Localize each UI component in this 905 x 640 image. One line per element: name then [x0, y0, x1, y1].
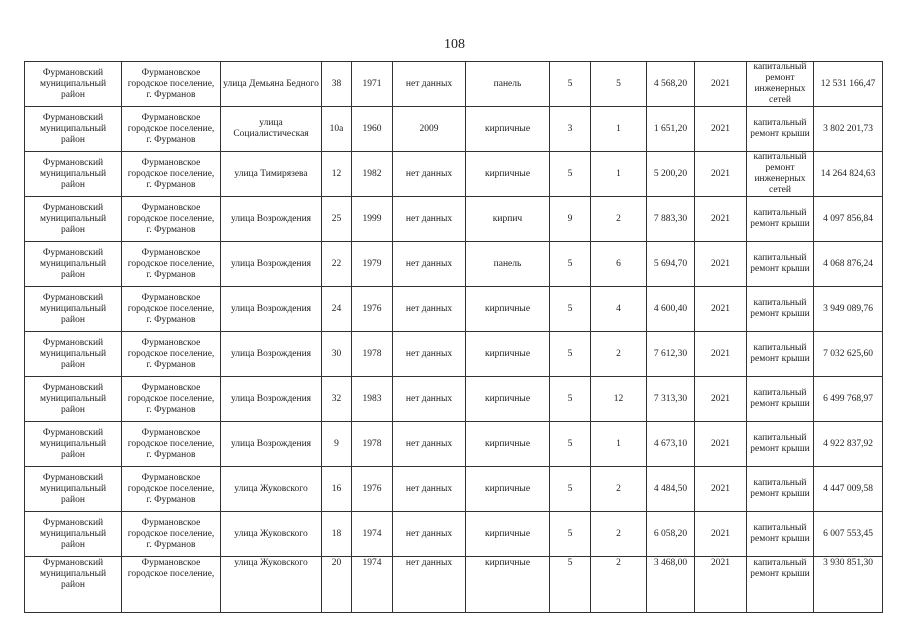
cell-house: 9	[322, 422, 352, 467]
cell-district: Фурмановский муниципальный район	[25, 62, 122, 107]
cell-area: 7 883,30	[647, 197, 695, 242]
cell-floors: 5	[550, 287, 591, 332]
cell-year-built: 1979	[352, 242, 393, 287]
cell-area: 5 694,70	[647, 242, 695, 287]
cell-entrances: 2	[591, 467, 647, 512]
cell-entrances: 2	[591, 197, 647, 242]
cell-entrances: 2	[591, 557, 647, 613]
cell-cost: 6 499 768,97	[814, 377, 883, 422]
cell-district: Фурмановский муниципальный район	[25, 197, 122, 242]
cell-cost: 3 930 851,30	[814, 557, 883, 613]
cell-year-built: 1982	[352, 152, 393, 197]
cell-plan-year: 2021	[695, 242, 747, 287]
cell-cost: 4 447 009,58	[814, 467, 883, 512]
cell-entrances: 1	[591, 107, 647, 152]
cell-material: кирпичные	[466, 287, 550, 332]
cell-plan-year: 2021	[695, 467, 747, 512]
cell-house: 24	[322, 287, 352, 332]
cell-street: улица Возрождения	[221, 287, 322, 332]
cell-house: 25	[322, 197, 352, 242]
cell-work: капитальный ремонт крыши	[747, 242, 814, 287]
cell-work: капитальный ремонт инженерных сетей	[747, 152, 814, 197]
cell-street: улица Социалистическая	[221, 107, 322, 152]
cell-cost: 3 949 089,76	[814, 287, 883, 332]
cell-year-renov: нет данных	[393, 197, 466, 242]
cell-plan-year: 2021	[695, 377, 747, 422]
cell-year-built: 1978	[352, 332, 393, 377]
cell-cost: 4 097 856,84	[814, 197, 883, 242]
cell-area: 7 313,30	[647, 377, 695, 422]
cell-settlement: Фурмановское городское поселение, г. Фурманов	[122, 512, 221, 557]
cell-material: кирпичные	[466, 557, 550, 613]
cell-work: капитальный ремонт крыши	[747, 422, 814, 467]
cell-street: улица Возрождения	[221, 242, 322, 287]
table-row	[25, 557, 883, 613]
cell-entrances: 6	[591, 242, 647, 287]
cell-area: 4 484,50	[647, 467, 695, 512]
cell-work: капитальный ремонт инженерных сетей	[747, 62, 814, 107]
cell-house: 38	[322, 62, 352, 107]
cell-settlement: Фурмановское городское поселение, г. Фурманов	[122, 152, 221, 197]
cell-area: 5 200,20	[647, 152, 695, 197]
cell-plan-year: 2021	[695, 557, 747, 613]
cell-year-built: 1971	[352, 62, 393, 107]
cell-year-renov: нет данных	[393, 287, 466, 332]
cell-street: улица Жуковского	[221, 467, 322, 512]
cell-year-built: 1960	[352, 107, 393, 152]
cell-plan-year: 2021	[695, 197, 747, 242]
cell-work: капитальный ремонт крыши	[747, 287, 814, 332]
cell-street: улица Жуковского	[221, 557, 322, 613]
cell-floors: 5	[550, 557, 591, 613]
cell-cost: 6 007 553,45	[814, 512, 883, 557]
table-row	[25, 197, 883, 242]
cell-work: капитальный ремонт крыши	[747, 467, 814, 512]
cell-year-renov: нет данных	[393, 512, 466, 557]
cell-material: кирпичные	[466, 377, 550, 422]
cell-cost: 7 032 625,60	[814, 332, 883, 377]
cell-year-renov: нет данных	[393, 422, 466, 467]
cell-work: капитальный ремонт крыши	[747, 557, 814, 613]
cell-settlement: Фурмановское городское поселение, г. Фурманов	[122, 332, 221, 377]
cell-plan-year: 2021	[695, 107, 747, 152]
cell-floors: 5	[550, 422, 591, 467]
cell-year-built: 1999	[352, 197, 393, 242]
cell-work: капитальный ремонт крыши	[747, 197, 814, 242]
cell-entrances: 4	[591, 287, 647, 332]
cell-house: 16	[322, 467, 352, 512]
cell-material: кирпичные	[466, 107, 550, 152]
cell-district: Фурмановский муниципальный район	[25, 467, 122, 512]
cell-year-built: 1974	[352, 512, 393, 557]
cell-area: 4 673,10	[647, 422, 695, 467]
cell-cost: 4 922 837,92	[814, 422, 883, 467]
cell-entrances: 12	[591, 377, 647, 422]
cell-work: капитальный ремонт крыши	[747, 332, 814, 377]
cell-material: кирпич	[466, 197, 550, 242]
cell-floors: 5	[550, 377, 591, 422]
cell-entrances: 2	[591, 512, 647, 557]
cell-material: кирпичные	[466, 422, 550, 467]
cell-district: Фурмановский муниципальный район	[25, 422, 122, 467]
cell-district: Фурмановский муниципальный район	[25, 152, 122, 197]
table-row	[25, 467, 883, 512]
table-row	[25, 287, 883, 332]
cell-cost: 14 264 824,63	[814, 152, 883, 197]
cell-settlement: Фурмановское городское поселение, г. Фурманов	[122, 197, 221, 242]
cell-floors: 9	[550, 197, 591, 242]
table-row	[25, 332, 883, 377]
cell-year-renov: нет данных	[393, 62, 466, 107]
cell-year-built: 1974	[352, 557, 393, 613]
cell-year-renov: нет данных	[393, 242, 466, 287]
table-row	[25, 107, 883, 152]
cell-year-built: 1983	[352, 377, 393, 422]
page-number: 108	[444, 37, 465, 52]
cell-area: 1 651,20	[647, 107, 695, 152]
cell-house: 18	[322, 512, 352, 557]
cell-settlement: Фурмановское городское поселение, г. Фурманов	[122, 422, 221, 467]
cell-floors: 5	[550, 467, 591, 512]
cell-house: 30	[322, 332, 352, 377]
cell-street: улица Жуковского	[221, 512, 322, 557]
cell-plan-year: 2021	[695, 332, 747, 377]
cell-house: 12	[322, 152, 352, 197]
cell-plan-year: 2021	[695, 512, 747, 557]
cell-plan-year: 2021	[695, 62, 747, 107]
cell-year-renov: нет данных	[393, 152, 466, 197]
cell-work: капитальный ремонт крыши	[747, 377, 814, 422]
cell-street: улица Возрождения	[221, 197, 322, 242]
cell-area: 3 468,00	[647, 557, 695, 613]
cell-year-built: 1978	[352, 422, 393, 467]
cell-settlement: Фурмановское городское поселение, г. Фурманов	[122, 377, 221, 422]
cell-material: панель	[466, 62, 550, 107]
cell-street: улица Тимирязева	[221, 152, 322, 197]
cell-area: 7 612,30	[647, 332, 695, 377]
cell-work: капитальный ремонт крыши	[747, 512, 814, 557]
cell-house: 22	[322, 242, 352, 287]
cell-floors: 5	[550, 332, 591, 377]
cell-plan-year: 2021	[695, 287, 747, 332]
cell-year-built: 1976	[352, 467, 393, 512]
cell-district: Фурмановский муниципальный район	[25, 287, 122, 332]
cell-settlement: Фурмановское городское поселение, г. Фурманов	[122, 467, 221, 512]
housing-repair-table	[24, 61, 883, 613]
cell-settlement: Фурмановское городское поселение, г. Фурманов	[122, 287, 221, 332]
table-row	[25, 152, 883, 197]
cell-settlement: Фурмановское городское поселение, г. Фурманов	[122, 62, 221, 107]
cell-house: 32	[322, 377, 352, 422]
cell-district: Фурмановский муниципальный район	[25, 242, 122, 287]
cell-street: улица Возрождения	[221, 332, 322, 377]
cell-floors: 3	[550, 107, 591, 152]
table-row	[25, 242, 883, 287]
cell-entrances: 2	[591, 332, 647, 377]
cell-cost: 12 531 166,47	[814, 62, 883, 107]
cell-material: кирпичные	[466, 467, 550, 512]
cell-floors: 5	[550, 512, 591, 557]
cell-area: 4 568,20	[647, 62, 695, 107]
cell-entrances: 1	[591, 152, 647, 197]
cell-work: капитальный ремонт крыши	[747, 107, 814, 152]
cell-year-renov: 2009	[393, 107, 466, 152]
cell-year-renov: нет данных	[393, 377, 466, 422]
cell-cost: 3 802 201,73	[814, 107, 883, 152]
cell-district: Фурмановский муниципальный район	[25, 557, 122, 613]
cell-year-renov: нет данных	[393, 557, 466, 613]
cell-settlement: Фурмановское городское поселение,	[122, 557, 221, 613]
cell-settlement: Фурмановское городское поселение, г. Фурманов	[122, 242, 221, 287]
cell-district: Фурмановский муниципальный район	[25, 332, 122, 377]
table-row	[25, 62, 883, 107]
cell-floors: 5	[550, 242, 591, 287]
cell-material: панель	[466, 242, 550, 287]
cell-year-built: 1976	[352, 287, 393, 332]
cell-floors: 5	[550, 152, 591, 197]
cell-material: кирпичные	[466, 332, 550, 377]
cell-district: Фурмановский муниципальный район	[25, 377, 122, 422]
table-body	[25, 62, 883, 613]
cell-year-renov: нет данных	[393, 332, 466, 377]
cell-house: 20	[322, 557, 352, 613]
cell-settlement: Фурмановское городское поселение, г. Фурманов	[122, 107, 221, 152]
cell-floors: 5	[550, 62, 591, 107]
cell-area: 6 058,20	[647, 512, 695, 557]
cell-material: кирпичные	[466, 152, 550, 197]
cell-cost: 4 068 876,24	[814, 242, 883, 287]
cell-district: Фурмановский муниципальный район	[25, 107, 122, 152]
table-row	[25, 377, 883, 422]
cell-plan-year: 2021	[695, 422, 747, 467]
cell-district: Фурмановский муниципальный район	[25, 512, 122, 557]
cell-entrances: 1	[591, 422, 647, 467]
cell-street: улица Возрождения	[221, 422, 322, 467]
cell-area: 4 600,40	[647, 287, 695, 332]
cell-entrances: 5	[591, 62, 647, 107]
table-row	[25, 512, 883, 557]
cell-street: улица Возрождения	[221, 377, 322, 422]
cell-street: улица Демьяна Бедного	[221, 62, 322, 107]
cell-material: кирпичные	[466, 512, 550, 557]
cell-house: 10а	[322, 107, 352, 152]
cell-plan-year: 2021	[695, 152, 747, 197]
table-row	[25, 422, 883, 467]
cell-year-renov: нет данных	[393, 467, 466, 512]
